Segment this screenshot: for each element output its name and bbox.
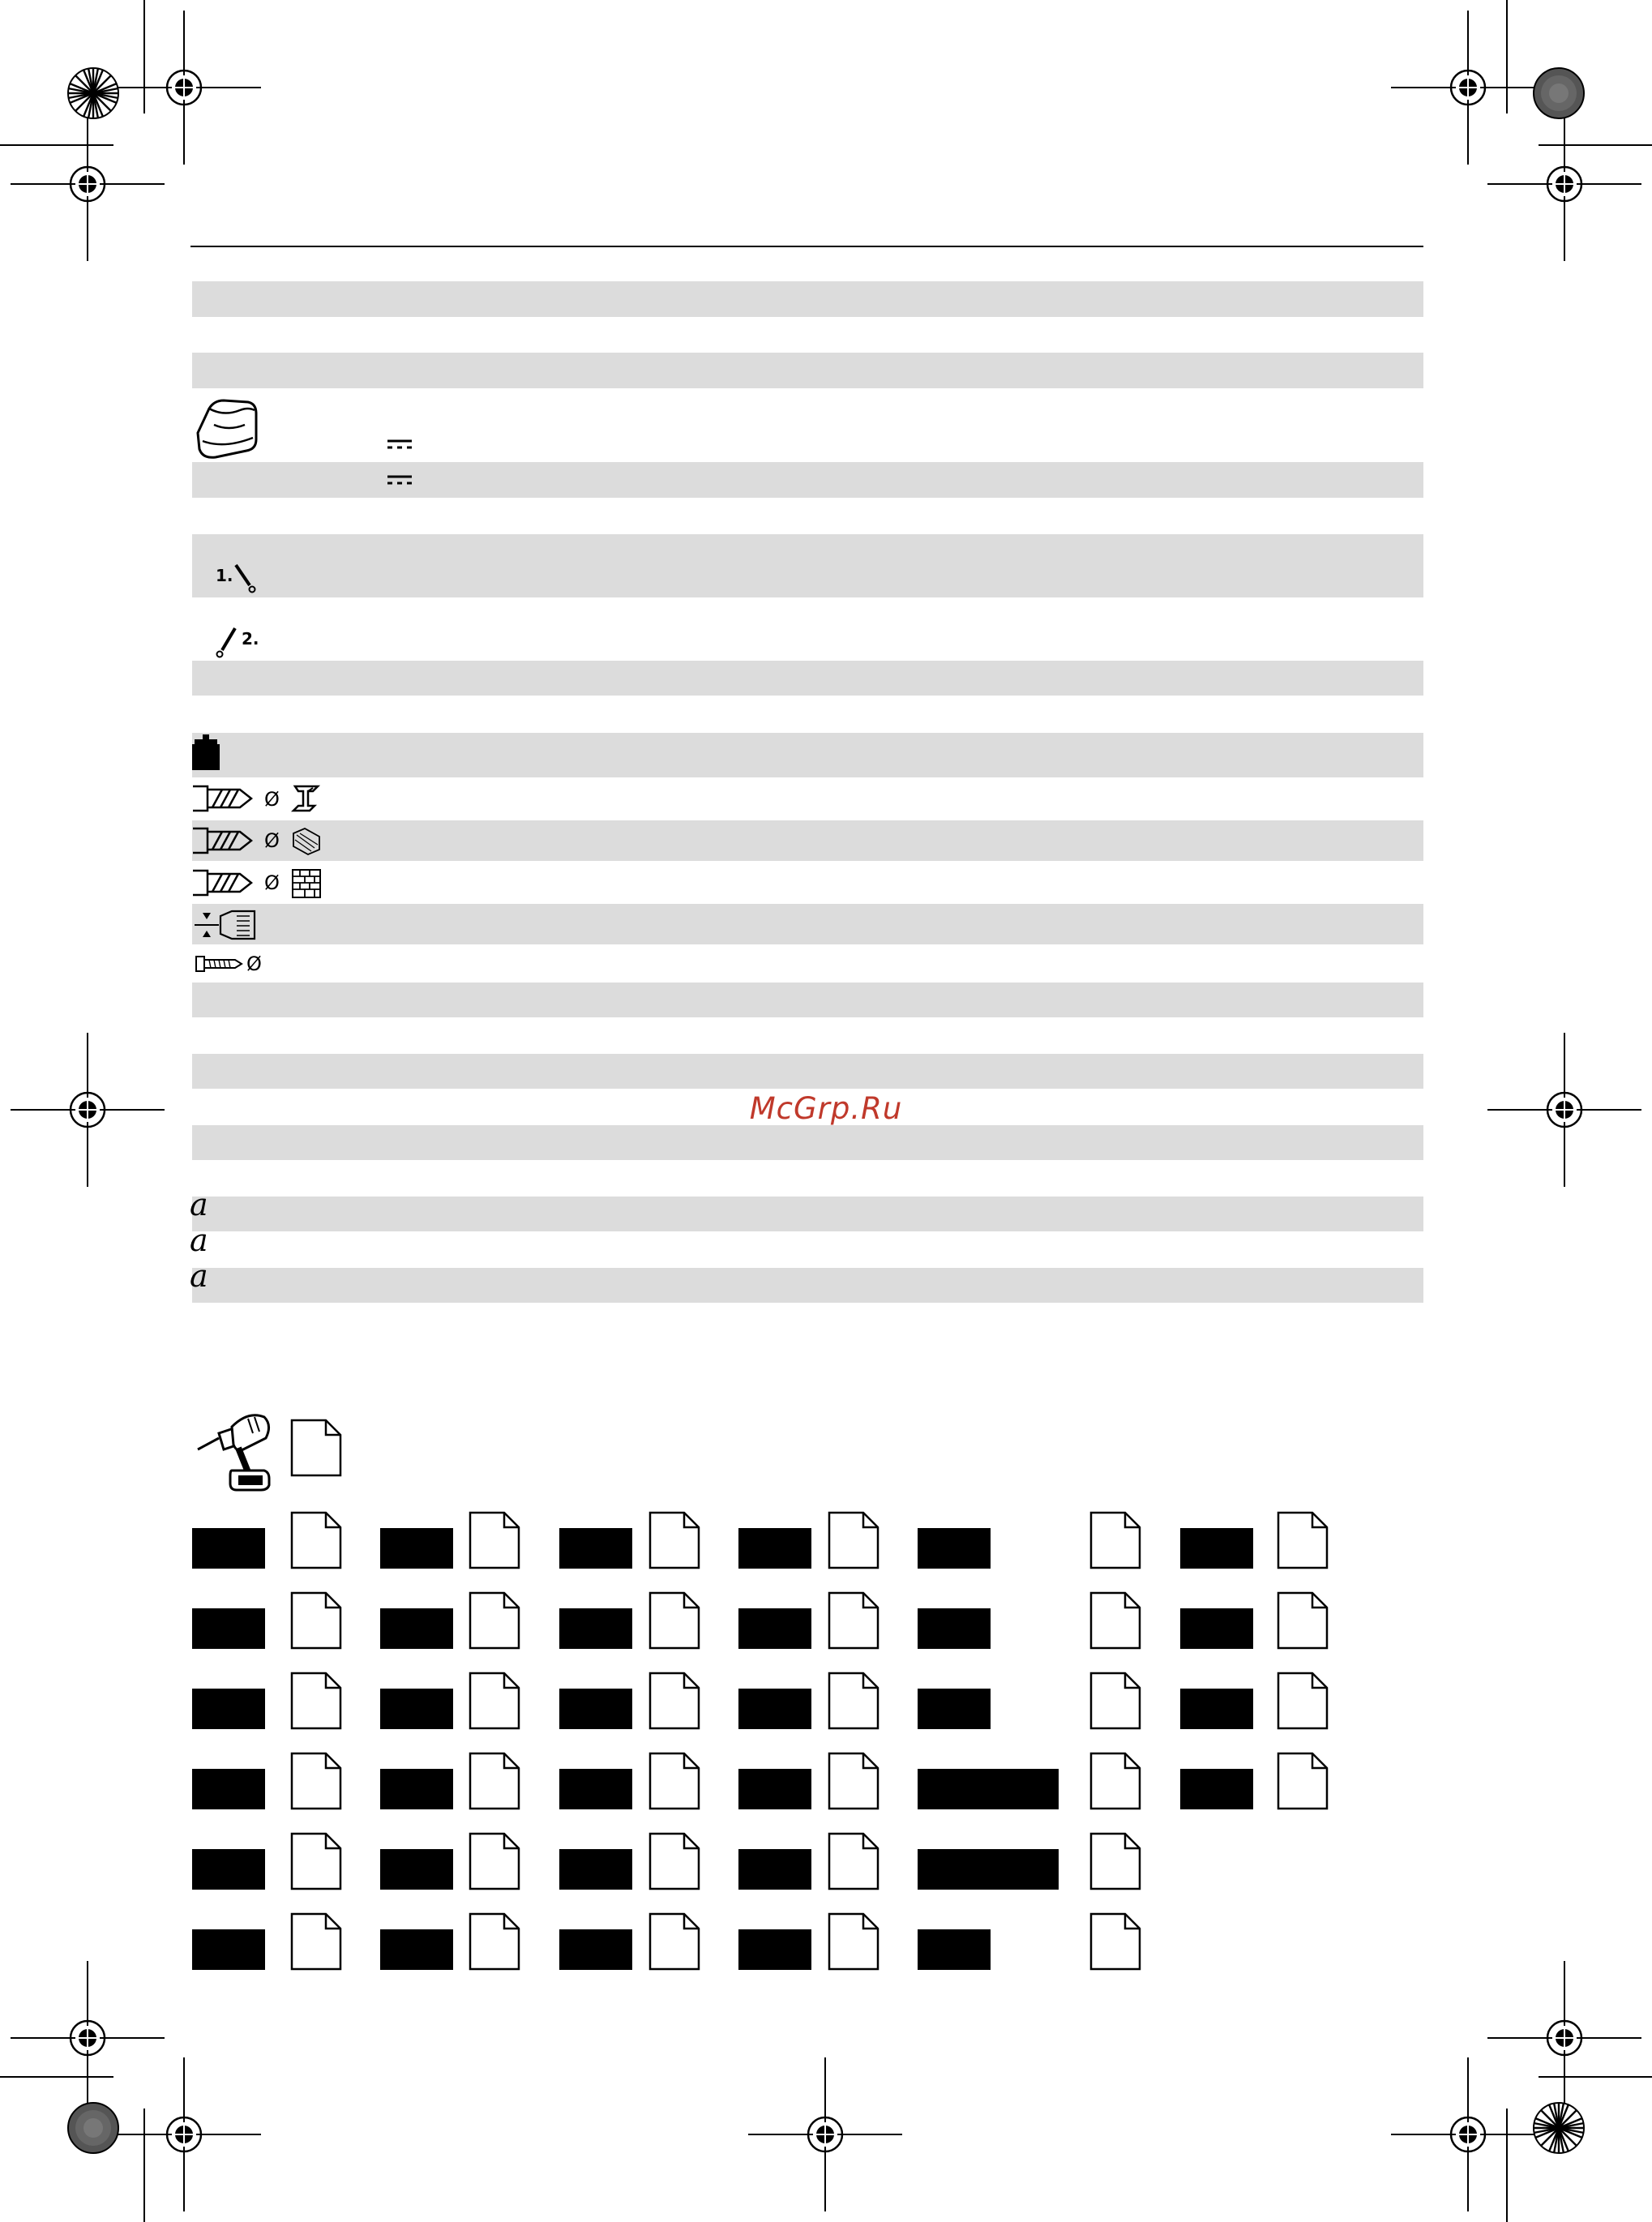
page-reference-icon: [469, 1912, 520, 1971]
language-label: [559, 1608, 632, 1649]
language-label: [918, 1689, 991, 1729]
language-label: [559, 1929, 632, 1970]
language-label: [918, 1769, 1059, 1809]
cordless-drill-icon: [191, 1404, 272, 1492]
drill-bit-icon: [191, 785, 253, 812]
crop-line: [1506, 0, 1508, 113]
page-reference-icon: [828, 1752, 879, 1810]
page-reference-icon: [469, 1511, 520, 1569]
page-reference-icon: [290, 1591, 342, 1650]
drill-bit-icon: [191, 869, 253, 897]
page-reference-icon: [648, 1832, 700, 1890]
steel-beam-icon: [290, 783, 323, 814]
spec-row-band: [192, 904, 1423, 944]
page-reference-icon: [1089, 1672, 1141, 1730]
language-label: [380, 1528, 453, 1569]
diameter-symbol: Ø: [264, 871, 280, 894]
page-reference-icon: [1089, 1511, 1141, 1569]
vibration-symbol: a: [190, 1187, 208, 1222]
page-reference-icon: [648, 1672, 700, 1730]
page-reference-icon: [290, 1832, 342, 1890]
language-label: [380, 1769, 453, 1809]
language-label: [192, 1849, 265, 1890]
language-label: [918, 1929, 991, 1970]
spec-row-band: [192, 1197, 1423, 1231]
language-label: [918, 1849, 1059, 1890]
watermark: McGrp.Ru: [749, 1091, 903, 1126]
vibration-symbol: a: [190, 1258, 208, 1294]
diameter-symbol: Ø: [264, 829, 280, 852]
spec-row-band: [192, 353, 1423, 388]
spec-row-band: [192, 1268, 1423, 1303]
page-reference-icon: [469, 1832, 520, 1890]
spec-row-band: [192, 983, 1423, 1017]
crop-line: [0, 2076, 113, 2078]
page-reference-icon: [648, 1591, 700, 1650]
language-label: [738, 1528, 811, 1569]
page-reference-icon: [469, 1752, 520, 1810]
registration-mark-icon: [748, 2057, 902, 2211]
language-label: [1180, 1528, 1253, 1569]
language-label: [192, 1608, 265, 1649]
dc-current-symbol-icon: [387, 475, 412, 485]
language-label: [1180, 1689, 1253, 1729]
page-reference-icon: [290, 1672, 342, 1730]
crop-line: [1539, 2076, 1652, 2078]
page-reference-icon: [1277, 1672, 1329, 1730]
page-reference-icon: [1277, 1591, 1329, 1650]
page-reference-icon: [290, 1511, 342, 1569]
language-label: [559, 1689, 632, 1729]
spec-row-band: [192, 281, 1423, 317]
screwdriver-step-icon: [216, 626, 238, 658]
page-reference-icon: [1089, 1752, 1141, 1810]
page-reference-icon: [828, 1511, 879, 1569]
crop-line: [1506, 2109, 1508, 2222]
color-calibration-wheel-icon: [66, 2101, 120, 2155]
dc-current-symbol-icon: [387, 439, 412, 449]
page-reference-icon: [648, 1511, 700, 1569]
crop-line: [143, 0, 145, 113]
weight-icon: [191, 733, 220, 772]
spec-row-band: [192, 820, 1423, 861]
language-label: [192, 1929, 265, 1970]
registration-mark-icon: [1391, 2057, 1545, 2211]
language-label: [559, 1849, 632, 1890]
step-1-label: 1.: [216, 566, 233, 585]
registration-mark-icon: [11, 107, 165, 261]
page-reference-icon: [1089, 1912, 1141, 1971]
language-label: [1180, 1769, 1253, 1809]
language-label: [738, 1929, 811, 1970]
language-label: [738, 1689, 811, 1729]
spec-row-band: [192, 534, 1423, 597]
spec-row-band: [192, 462, 1423, 498]
language-label: [1180, 1608, 1253, 1649]
page-reference-icon: [1089, 1591, 1141, 1650]
screw-icon: [195, 953, 243, 974]
language-label: [559, 1528, 632, 1569]
crop-line: [1539, 144, 1652, 146]
page-reference-icon: [648, 1752, 700, 1810]
page-reference-icon: [290, 1419, 342, 1477]
spec-row-band: [192, 733, 1423, 777]
language-label: [380, 1689, 453, 1729]
page-reference-icon: [1277, 1511, 1329, 1569]
language-label: [192, 1769, 265, 1809]
spec-row-band: [192, 661, 1423, 696]
language-label: [192, 1689, 265, 1729]
language-label: [738, 1608, 811, 1649]
crop-line: [143, 2109, 145, 2222]
header-rule: [190, 246, 1423, 247]
masonry-icon: [290, 867, 323, 900]
registration-mark-icon: [1487, 107, 1641, 261]
step-2-label: 2.: [242, 629, 259, 649]
spec-row-band: [192, 1125, 1423, 1160]
language-label: [380, 1929, 453, 1970]
drill-bit-icon: [191, 827, 253, 854]
page-reference-icon: [1277, 1752, 1329, 1810]
page-reference-icon: [290, 1912, 342, 1971]
battery-pack-icon: [191, 392, 263, 464]
page-reference-icon: [828, 1672, 879, 1730]
page-reference-icon: [828, 1832, 879, 1890]
vibration-symbol: a: [190, 1222, 208, 1258]
language-label: [559, 1769, 632, 1809]
language-label: [738, 1849, 811, 1890]
screwdriver-step-icon: [233, 563, 256, 593]
language-label: [918, 1608, 991, 1649]
language-label: [738, 1769, 811, 1809]
diameter-symbol: Ø: [246, 953, 262, 975]
language-label: [380, 1849, 453, 1890]
registration-mark-icon: [107, 2057, 261, 2211]
page-reference-icon: [1089, 1832, 1141, 1890]
color-calibration-wheel-icon: [1532, 2101, 1586, 2155]
page-reference-icon: [469, 1672, 520, 1730]
color-calibration-wheel-icon: [66, 66, 120, 120]
clutch-settings-icon: [193, 908, 258, 942]
spec-row-band: [192, 1054, 1423, 1089]
page-reference-icon: [290, 1752, 342, 1810]
diameter-symbol: Ø: [264, 788, 280, 811]
language-label: [380, 1608, 453, 1649]
color-calibration-wheel-icon: [1532, 66, 1586, 120]
page-reference-icon: [828, 1912, 879, 1971]
wood-icon: [290, 825, 323, 856]
language-label: [192, 1528, 265, 1569]
page-reference-icon: [469, 1591, 520, 1650]
crop-line: [0, 144, 113, 146]
language-label: [918, 1528, 991, 1569]
page-reference-icon: [828, 1591, 879, 1650]
page-reference-icon: [648, 1912, 700, 1971]
